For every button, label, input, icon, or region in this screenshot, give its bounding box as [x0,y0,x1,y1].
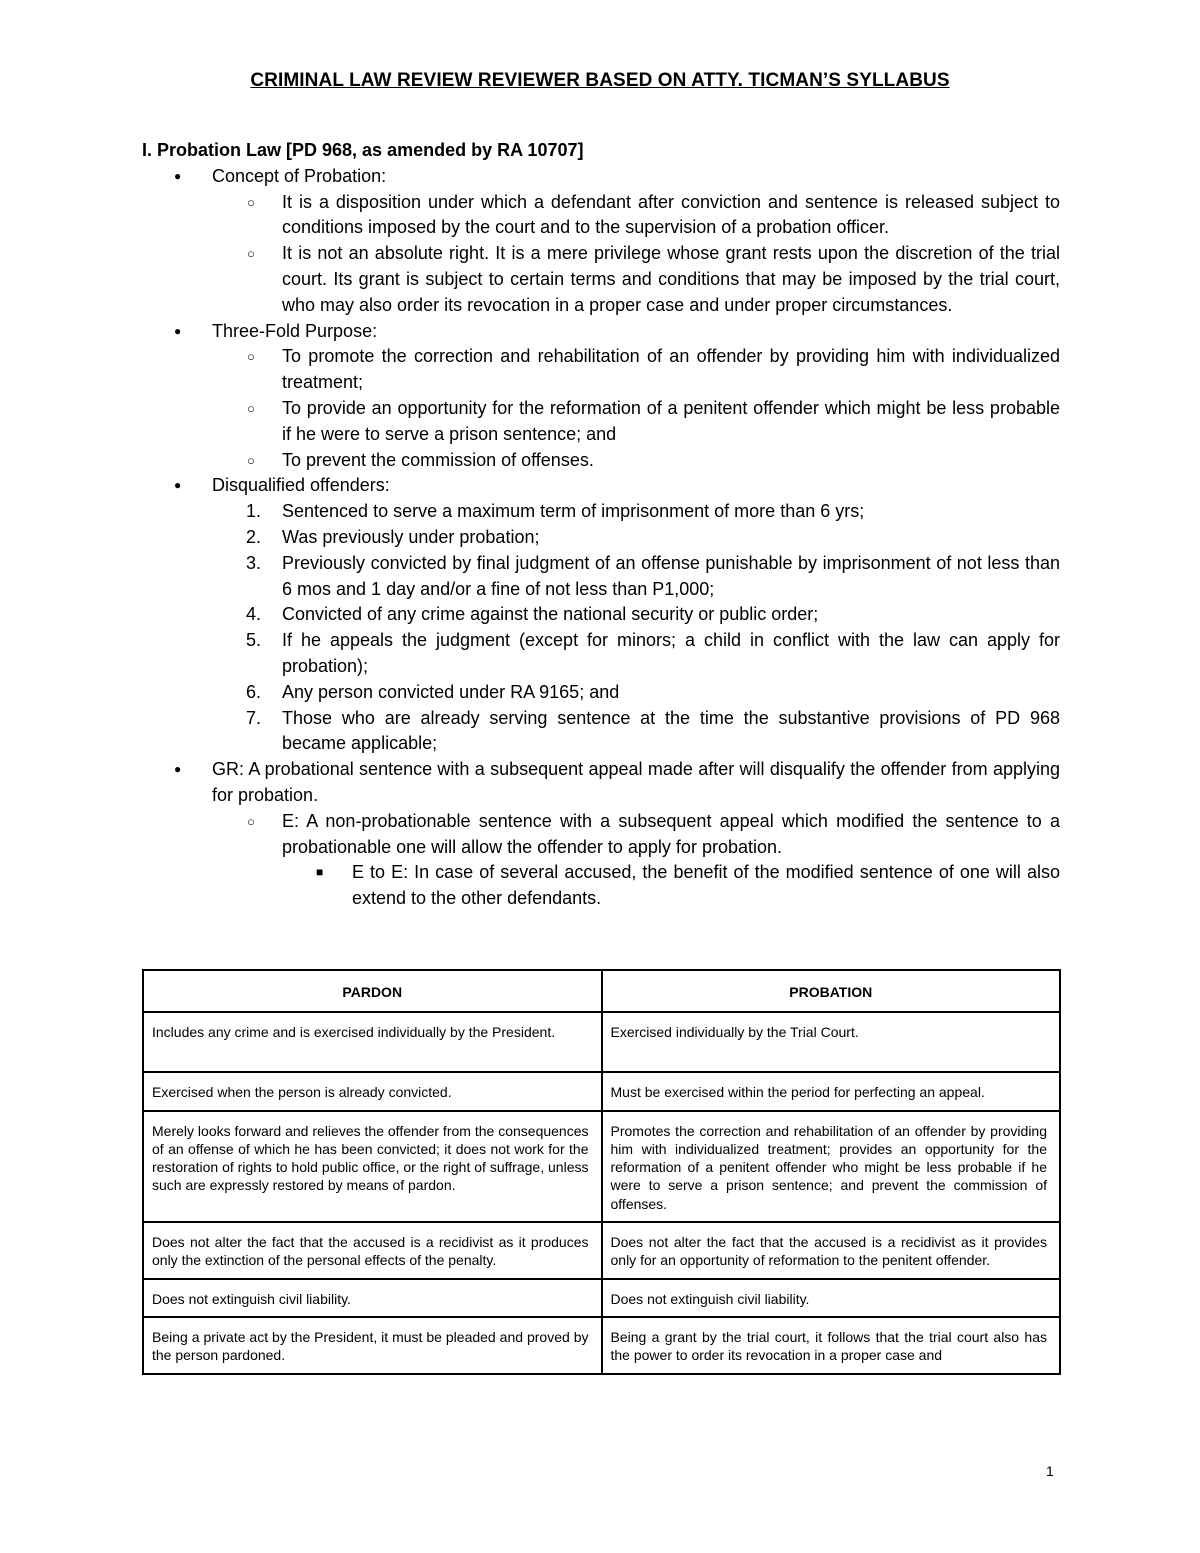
list-item [142,628,1060,680]
column-header: PARDON [143,970,602,1012]
document-title: CRIMINAL LAW REVIEW REVIEWER BASED ON ATTY. TICMAN’S SYLLABUS [250,70,950,91]
table-row [143,1072,1060,1110]
list-item-text: Any person convicted under RA 9165; and [282,681,620,702]
list-item [142,525,1060,551]
table-row [143,1111,1060,1222]
bullet-icon: ● [174,478,182,493]
sub-list [142,190,1060,319]
circle-bullet-icon: ○ [247,400,255,416]
list-item [142,809,1060,912]
table-cell: Exercised individually by the Trial Court. [602,1012,1061,1072]
table-cell: Merely looks forward and relieves the offender from the consequences of an offense of which he has been convicted; it does not work for the restoration of rights to hold public office, or the right of suffrage, unless such are expressly restored by means of pardon. [143,1111,602,1222]
table-row [143,1012,1060,1072]
list-item-text: E: A non-probationable sentence with a subsequent appeal which modified the sentence to a probationable one will allow the offender to apply for probation. [282,810,1060,857]
list-number: 6. [246,681,262,702]
circle-bullet-icon: ○ [247,246,255,262]
list-item [142,551,1060,603]
list-item [142,241,1060,318]
sub-list [142,809,1060,912]
circle-bullet-icon: ○ [247,452,255,468]
list-item-label: Three-Fold Purpose: [212,320,378,341]
table-cell: Promotes the correction and rehabilitation of an offender by providing him with individualized treatment; provides an opportunity for the reformation of a penitent offender who might be less probable if he were to serve a prison sentence; and prevent the commission of offenses. [602,1111,1061,1222]
table-row [143,1279,1060,1317]
list-number: 2. [246,526,262,547]
list-item [142,860,1060,912]
list-number: 4. [246,604,262,625]
list-number: 7. [246,707,262,728]
list-item-text: E to E: In case of several accused, the benefit of the modified sentence of one will also extend to the other defendants. [352,862,1060,909]
list-item-text: It is not an absolute right. It is a mere privilege whose grant rests upon the discretion of the trial court. Its grant is subject to certain terms and conditions that may be imposed by the trial court, who may also order its revocation in a proper case and under proper circumstances. [282,243,1060,315]
list-item [142,319,1060,474]
sub-list [142,344,1060,473]
document-body [142,138,1060,912]
list-item [142,706,1060,758]
list-item-text: Was previously under probation; [282,526,540,547]
table-row [143,1317,1060,1374]
bullet-icon: ● [174,762,182,777]
list-item-text: To promote the correction and rehabilitation of an offender by providing him with individualized treatment; [282,346,1060,393]
table-cell: Being a private act by the President, it must be pleaded and proved by the person pardoned. [143,1317,602,1374]
table-cell: Being a grant by the trial court, it follows that the trial court also has the power to order its revocation in a proper case and [602,1317,1061,1374]
list-item-text: It is a disposition under which a defendant after conviction and sentence is released subject to conditions imposed by the court and to the supervision of a probation officer. [282,191,1060,238]
list-item [142,473,1060,757]
list-item [142,602,1060,628]
table-cell: Includes any crime and is exercised individually by the President. [143,1012,602,1072]
main-bullet-list [142,164,1060,912]
list-item-text: To prevent the commission of offenses. [282,449,594,470]
numbered-list [142,499,1060,757]
circle-bullet-icon: ○ [247,349,255,365]
list-number: 3. [246,552,262,573]
list-item [142,757,1060,912]
page-number: 1 [1046,1463,1054,1479]
list-item [142,190,1060,242]
table-cell: Does not extinguish civil liability. [143,1279,602,1317]
table-cell: Must be exercised within the period for perfecting an appeal. [602,1072,1061,1110]
comparison-table [142,969,1061,1375]
table-header-row [143,970,1060,1012]
list-number: 5. [246,630,262,651]
list-item-text: Those who are already serving sentence at the time the substantive provisions of PD 968 became applicable; [282,707,1060,754]
section-heading: I. Probation Law [PD 968, as amended by RA 10707] [142,140,584,160]
list-item-text: If he appeals the judgment (except for minors; a child in conflict with the law can apply for probation); [282,630,1060,676]
list-item-text: Convicted of any crime against the national security or public order; [282,604,819,625]
table-cell: Does not alter the fact that the accused is a recidivist as it produces only the extinction of the personal effects of the penalty. [143,1222,602,1279]
list-item [142,448,1060,474]
list-item [142,680,1060,706]
list-item [142,164,1060,319]
list-item-text: Sentenced to serve a maximum term of imprisonment of more than 6 yrs; [282,501,865,522]
table-cell: Exercised when the person is already convicted. [143,1072,602,1110]
bullet-icon: ● [174,168,182,183]
circle-bullet-icon: ○ [247,813,255,829]
list-item-label: Concept of Probation: [212,165,387,186]
sub-sub-list [142,860,1060,912]
list-item-label: Disqualified offenders: [212,475,390,496]
list-item [142,499,1060,525]
list-item-label: GR: A probational sentence with a subsequent appeal made after will disqualify the offender from applying for probation. [212,759,1060,805]
list-item-text: To provide an opportunity for the reformation of a penitent offender which might be less probable if he were to serve a prison sentence; and [282,397,1060,444]
table-row [143,1222,1060,1279]
list-item [142,344,1060,396]
column-header: PROBATION [602,970,1061,1012]
square-bullet-icon: ■ [316,865,324,880]
table-cell: Does not alter the fact that the accused is a recidivist as it provides only for an opportunity of reformation to the penitent offender. [602,1222,1061,1279]
list-item-text: Previously convicted by final judgment of an offense punishable by imprisonment of not less than 6 mos and 1 day and/or a fine of not less than P1,000; [282,552,1060,599]
list-number: 1. [246,501,262,522]
circle-bullet-icon: ○ [247,194,255,210]
table-cell: Does not extinguish civil liability. [602,1279,1061,1317]
bullet-icon: ● [174,323,182,338]
list-item [142,396,1060,448]
